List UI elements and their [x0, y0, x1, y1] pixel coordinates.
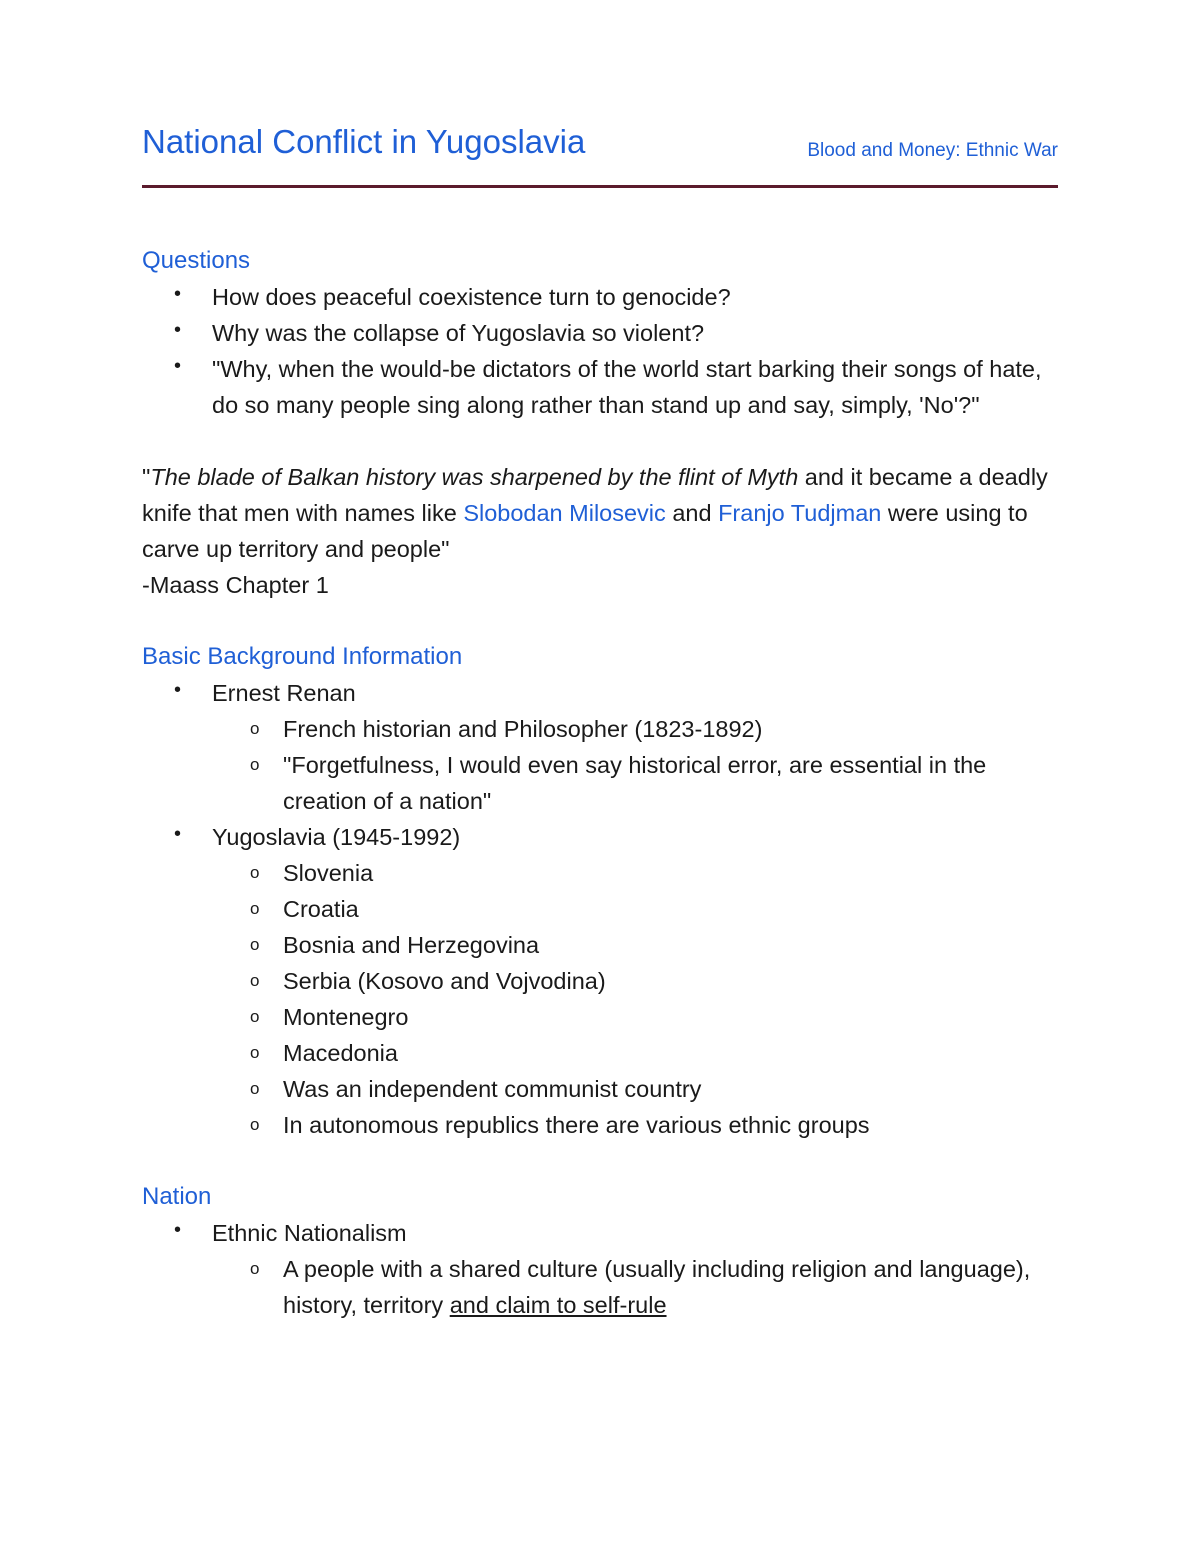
- list-item: [142, 819, 1058, 1143]
- background-heading: Basic Background Information: [142, 643, 463, 670]
- list-item: [142, 351, 1058, 423]
- sub-item-text: Bosnia and Herzegovina: [283, 932, 540, 958]
- document-title: National Conflict in Yugoslavia: [142, 123, 586, 160]
- bullet-icon: •: [174, 679, 182, 701]
- ethnic-nationalism-label: Ethnic Nationalism: [212, 1220, 407, 1246]
- list-item: [142, 1215, 1058, 1323]
- spacer: [142, 603, 1058, 639]
- nation-list: [142, 1215, 1058, 1323]
- yugoslavia-label: Yugoslavia (1945-1992): [212, 824, 461, 850]
- document-body: [142, 243, 1058, 1323]
- quote-text: and: [665, 500, 719, 526]
- quote-text: were using to carve up territory and people": [142, 500, 1028, 562]
- nation-heading: Nation: [142, 1183, 212, 1210]
- circle-bullet-icon: o: [250, 935, 260, 954]
- list-item: [212, 1107, 1058, 1143]
- list-item: [212, 963, 1058, 999]
- list-item: [212, 999, 1058, 1035]
- sub-item-text: In autonomous republics there are various ethnic groups: [283, 1112, 870, 1138]
- quote-open-mark: ": [142, 464, 151, 490]
- bullet-icon: •: [174, 355, 182, 377]
- list-item: [212, 855, 1058, 891]
- spacer: [142, 1143, 1058, 1179]
- circle-bullet-icon: o: [250, 863, 260, 882]
- bullet-icon: •: [174, 823, 182, 845]
- underlined-text: and claim to self-rule: [449, 1292, 667, 1318]
- circle-bullet-icon: o: [250, 1043, 260, 1062]
- circle-bullet-icon: o: [250, 1115, 260, 1134]
- bullet-icon: •: [174, 1219, 182, 1241]
- sub-item-text: Macedonia: [283, 1040, 398, 1066]
- name-tudjman: Franjo Tudjman: [718, 500, 882, 526]
- questions-list: [142, 279, 1058, 423]
- circle-bullet-icon: o: [250, 899, 260, 918]
- quote-attribution: -Maass Chapter 1: [142, 572, 329, 598]
- questions-heading: Questions: [142, 247, 251, 274]
- renan-label: Ernest Renan: [212, 680, 356, 706]
- circle-bullet-icon: o: [250, 719, 260, 738]
- sub-item-text: French historian and Philosopher (1823-1892): [283, 716, 763, 742]
- quote-italic-text: The blade of Balkan history was sharpened by the flint of Myth: [150, 464, 799, 490]
- name-milosevic: Slobodan Milosevic: [463, 500, 666, 526]
- bullet-icon: •: [174, 319, 182, 341]
- document-subtitle: Blood and Money: Ethnic War: [807, 140, 1058, 161]
- bullet-icon: •: [174, 283, 182, 305]
- list-item: [142, 279, 1058, 315]
- list-item: [212, 1071, 1058, 1107]
- sub-item-text: Montenegro: [283, 1004, 409, 1030]
- question-text: Why was the collapse of Yugoslavia so violent?: [212, 320, 705, 346]
- header-divider: [142, 185, 1058, 188]
- sub-item-text: Slovenia: [283, 860, 374, 886]
- list-item: [212, 747, 1058, 819]
- page-header: [142, 118, 1058, 178]
- maass-quote: [142, 459, 1058, 567]
- circle-bullet-icon: o: [250, 1079, 260, 1098]
- list-item: [212, 1035, 1058, 1071]
- yugoslavia-sublist: [212, 855, 1058, 1143]
- circle-bullet-icon: o: [250, 755, 260, 774]
- question-text: How does peaceful coexistence turn to genocide?: [212, 284, 731, 310]
- background-list: [142, 675, 1058, 1143]
- sub-item-text: Serbia (Kosovo and Vojvodina): [283, 968, 606, 994]
- list-item: [212, 1251, 1058, 1323]
- sub-item-text: Was an independent communist country: [283, 1076, 702, 1102]
- circle-bullet-icon: o: [250, 971, 260, 990]
- question-text: "Why, when the would-be dictators of the world start barking their songs of hate, do so many people sing along rather than stand up and say, simply, 'No'?": [212, 356, 1042, 418]
- quote-text: and it became a deadly knife that men with names like: [142, 464, 1048, 526]
- circle-bullet-icon: o: [250, 1259, 260, 1278]
- renan-sublist: [212, 711, 1058, 819]
- circle-bullet-icon: o: [250, 1007, 260, 1026]
- ethnic-nationalism-sublist: [212, 1251, 1058, 1323]
- list-item: [212, 891, 1058, 927]
- spacer: [142, 423, 1058, 459]
- list-item: [142, 315, 1058, 351]
- sub-item-text: "Forgetfulness, I would even say historical error, are essential in the creation of a nation": [283, 752, 987, 814]
- sub-item-text: A people with a shared culture (usually including religion and language), history, territory: [283, 1256, 1031, 1318]
- list-item: [212, 711, 1058, 747]
- list-item: [212, 927, 1058, 963]
- sub-item-text: Croatia: [283, 896, 359, 922]
- list-item: [142, 675, 1058, 819]
